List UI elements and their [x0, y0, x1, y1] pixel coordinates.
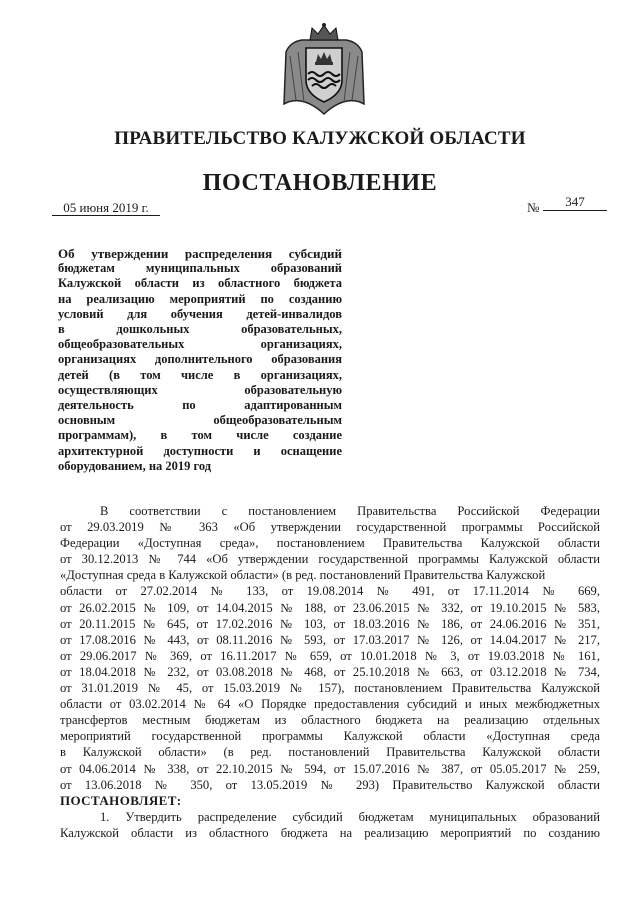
body-line: от 17.08.2016 № 443, от 08.11.2016 № 593, от 17.03.2017 № 126, от 14.04.2017 № 217, [60, 632, 600, 647]
subject-line: условий для обучения детей-инвалидов [58, 306, 342, 321]
body-line: трансфертов местным бюджетам из областного бюджета на реализацию отдельных [60, 713, 600, 728]
body-line: от 29.06.2017 № 369, от 16.11.2017 № 659, от 10.01.2018 № 3, от 19.03.2018 № 161, [60, 648, 600, 663]
decree-word: ПОСТАНОВЛЯЕТ: [60, 792, 182, 808]
body-line: области от 03.02.2014 № 64 «О Порядке предоставления субсидий и иных межбюджетных [60, 697, 600, 712]
subject-line: Об утверждении распределения субсидий [58, 246, 342, 261]
body-line: от 04.06.2014 № 338, от 22.10.2015 № 594, от 15.07.2016 № 387, от 05.05.2017 № 259, [60, 761, 600, 776]
subject-line: основным общеобразовательным [58, 413, 342, 428]
item-line: 1. Утвердить распределение субсидий бюджетам муниципальных образований [100, 809, 600, 824]
subject-line: в дошкольных образовательных, [58, 322, 342, 337]
subject-line: деятельность по адаптированным [58, 398, 342, 413]
body-line: Федерации «Доступная среда», постановлением Правительства Калужской области [60, 536, 600, 551]
body-line: мероприятий государственной программы Калужской области «Доступная среда [60, 729, 600, 744]
subject-line: детей (в том числе в организациях, [58, 367, 342, 382]
body-line: от 26.02.2015 № 109, от 14.04.2015 № 188, от 23.06.2015 № 332, от 19.10.2015 № 583, [60, 600, 600, 615]
document-date: 05 июня 2019 г. [52, 201, 160, 216]
body-line: от 29.03.2019 № 363 «Об утверждении государственной программы Российской [60, 520, 600, 535]
organization-title: ПРАВИТЕЛЬСТВО КАЛУЖСКОЙ ОБЛАСТИ [114, 128, 526, 149]
document-subject [58, 246, 342, 474]
document-number: 347 [543, 194, 607, 211]
subject-line: организациях дополнительного образования [58, 352, 342, 367]
document-type-title: ПОСТАНОВЛЕНИЕ [202, 170, 438, 196]
body-line: от 18.04.2018 № 232, от 03.08.2018 № 468, от 25.10.2018 № 663, от 03.12.2018 № 734, [60, 664, 600, 679]
subject-line: бюджетам муниципальных образований [58, 261, 342, 276]
body-line: от 20.11.2015 № 645, от 17.02.2016 № 103, от 18.03.2016 № 186, от 24.06.2016 № 351, [60, 616, 600, 631]
subject-line: программам), в том числе создание [58, 428, 342, 443]
subject-line: осуществляющих образовательную [58, 382, 342, 397]
subject-line: архитектурной доступности и оснащение [58, 443, 342, 458]
item-line: Калужской области из областного бюджета на реализацию мероприятий по созданию [60, 825, 600, 840]
body-line: В соответствии с постановлением Правительства Российской Федерации [100, 504, 600, 518]
body-line: от 13.06.2018 № 350, от 13.05.2019 № 293) Правительство Калужской области [60, 777, 600, 792]
subject-line: на реализацию мероприятий по созданию [58, 291, 342, 306]
body-line: «Доступная среда в Калужской области» (в ред. постановлений Правительства Калужской [60, 568, 546, 583]
subject-line: Калужской области из областного бюджета [58, 276, 342, 291]
subject-line: общеобразовательных организациях, [58, 337, 342, 352]
kaluga-coat-of-arms-icon [276, 22, 372, 118]
body-line: в Калужской области» (в ред. постановлений Правительства Калужской области [60, 745, 600, 760]
body-line: от 31.01.2019 № 45, от 15.03.2019 № 157), постановлением Правительства Калужской [60, 681, 600, 696]
subject-line: оборудованием, на 2019 год [58, 458, 212, 473]
number-label: № [527, 200, 540, 215]
document-body [60, 503, 600, 841]
body-line: от 30.12.2013 № 744 «Об утверждении государственной программы Калужской области [60, 552, 600, 567]
body-line: области от 27.02.2014 № 133, от 19.08.2014 № 491, от 17.11.2014 № 669, [60, 584, 600, 599]
